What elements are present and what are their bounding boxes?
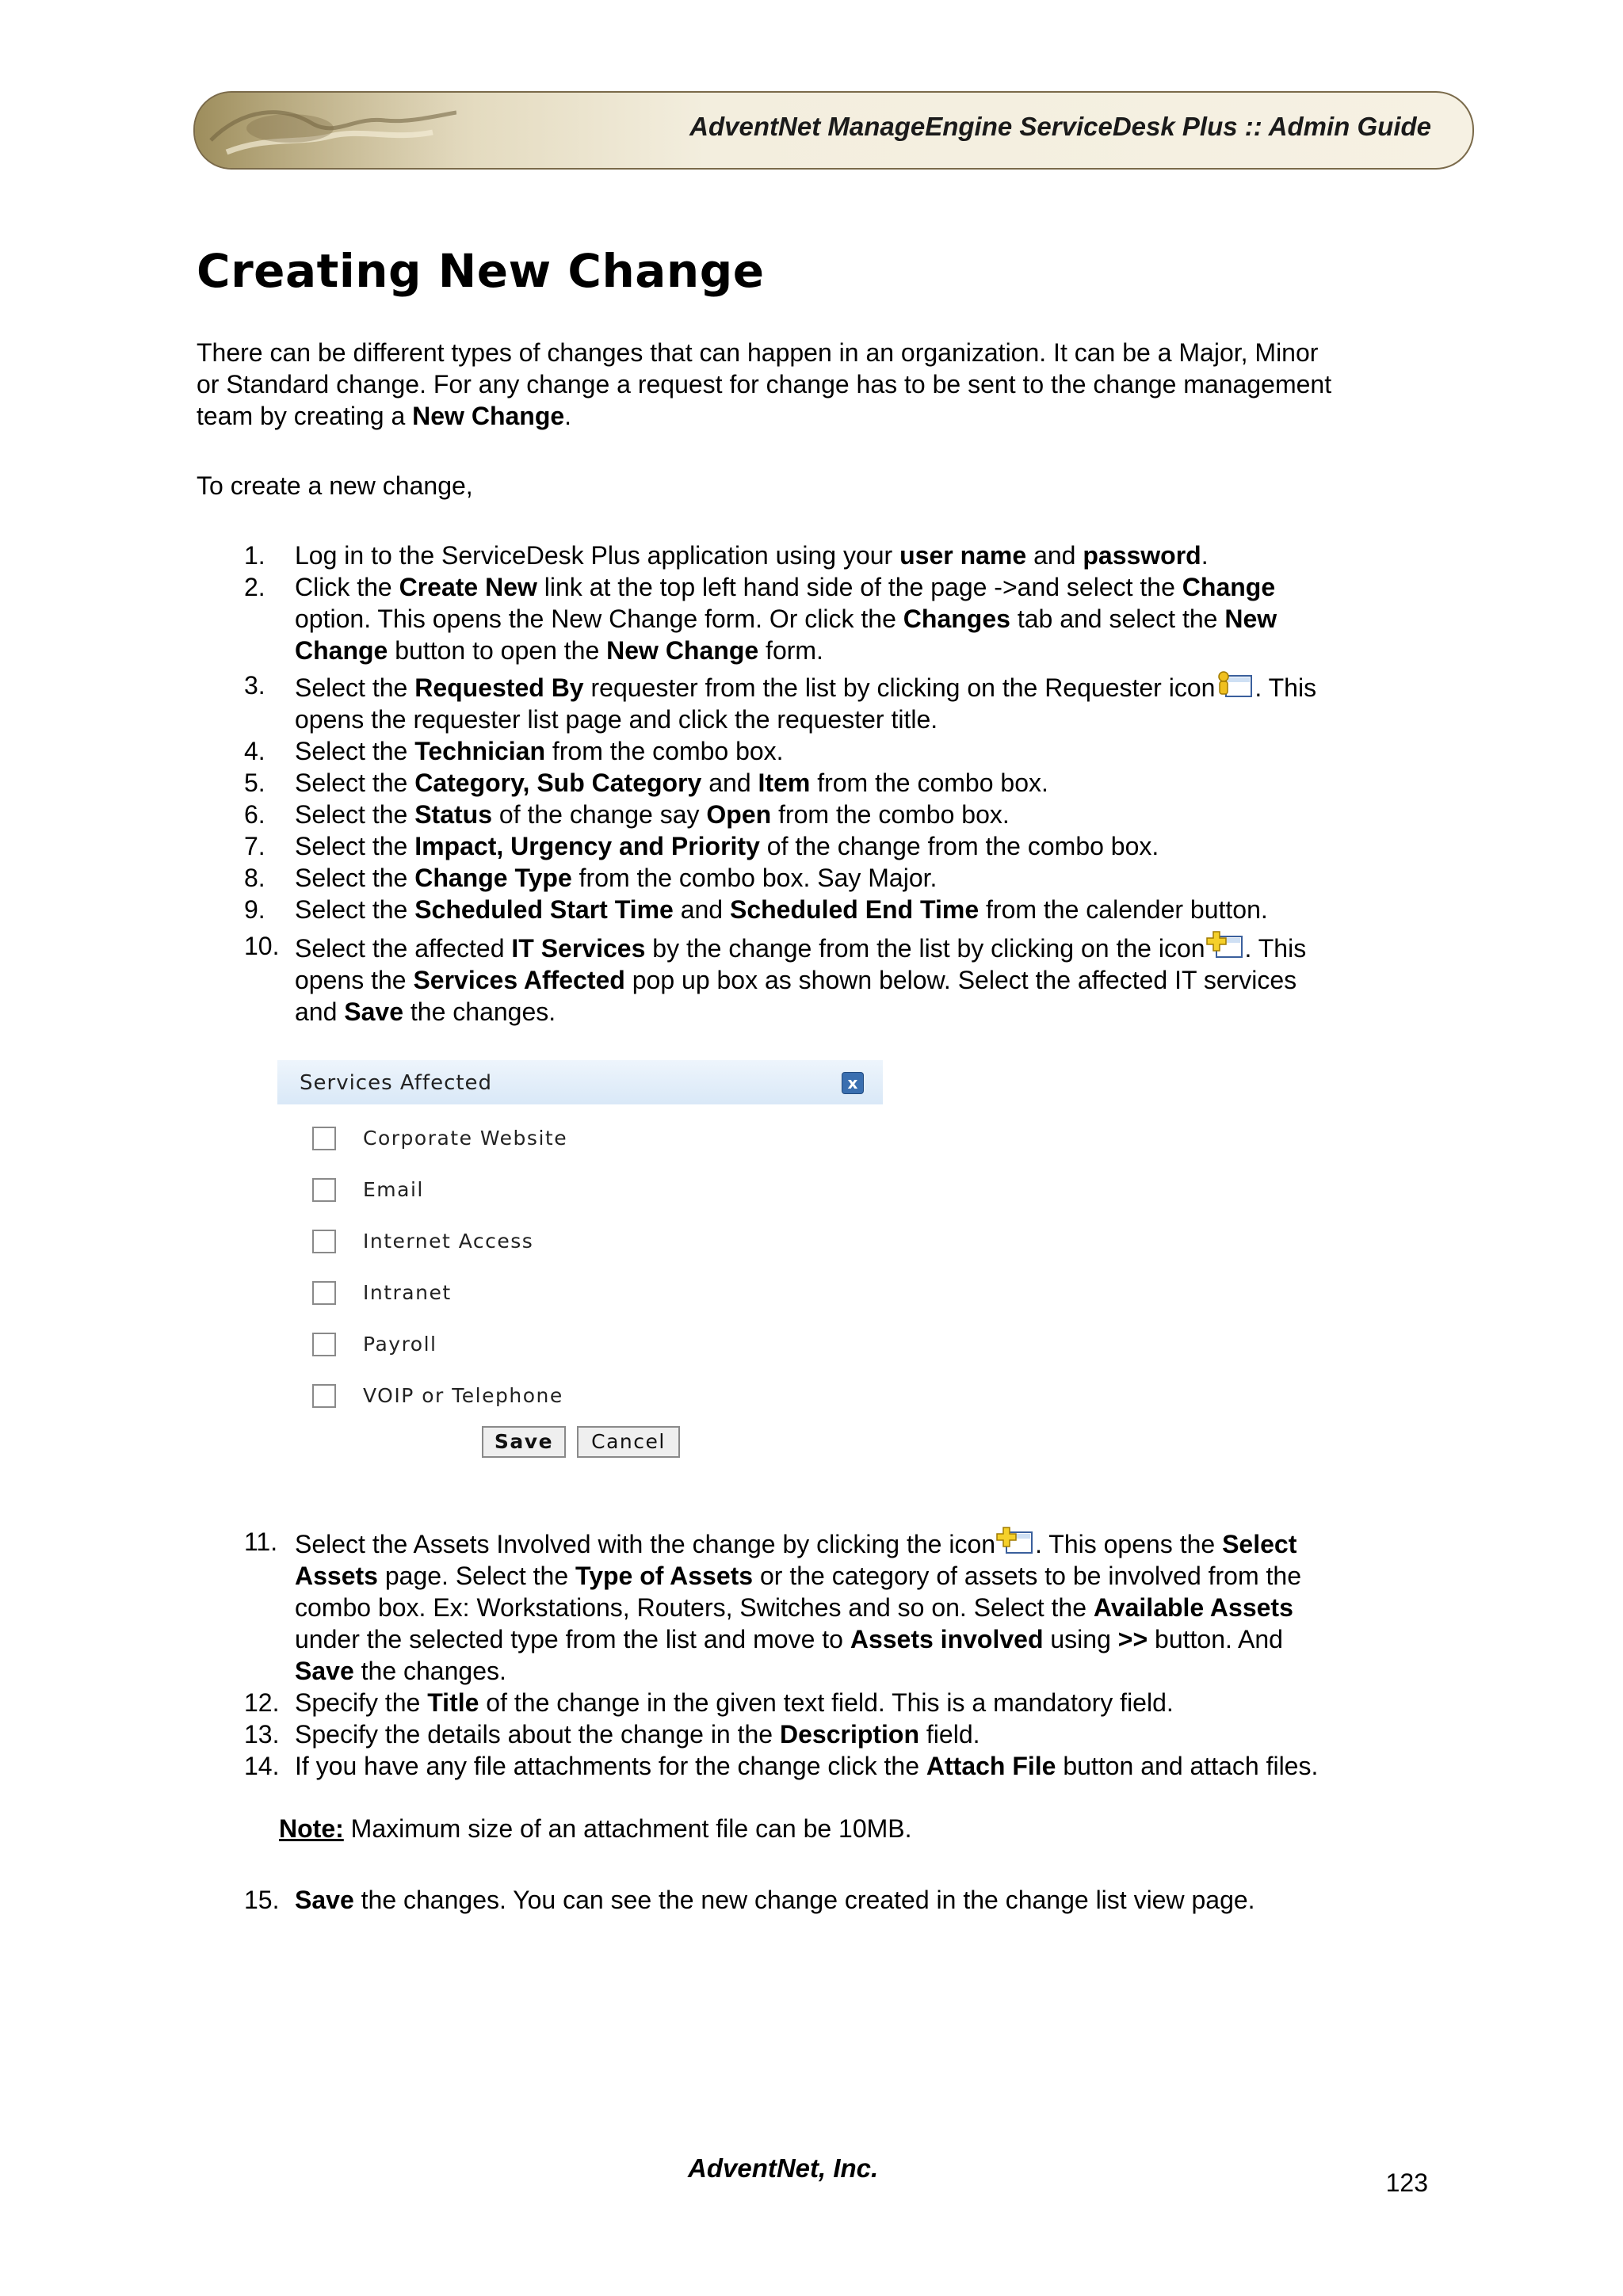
step-bold: Open <box>706 800 772 829</box>
step-bold: New Change <box>606 636 759 665</box>
cancel-button[interactable]: Cancel <box>577 1426 680 1458</box>
step-text: from the combo box. <box>771 800 1010 829</box>
step-text: of the change say <box>492 800 707 829</box>
intro-line-1: There can be different types of changes that can happen in an organization. It can be a Major, Minor <box>197 338 1319 367</box>
step-bold: Create New <box>399 573 537 601</box>
list-item <box>197 767 1449 799</box>
step-text: button and attach files. <box>1056 1752 1319 1780</box>
step-text: form. <box>758 636 823 665</box>
step-text: Select the <box>295 800 415 829</box>
steps-list-2 <box>197 1526 1449 1782</box>
step-text: option. This opens the New Change form. Or click the <box>295 605 903 633</box>
checkbox[interactable] <box>312 1333 336 1356</box>
step-bold: Select <box>1222 1530 1297 1558</box>
intro-period: . <box>564 402 572 430</box>
step-text: of the change from the combo box. <box>759 832 1159 860</box>
step-bold: IT Services <box>511 934 646 963</box>
list-item <box>197 540 1449 571</box>
option-label: Intranet <box>363 1281 452 1304</box>
step-bold: user name <box>899 541 1027 570</box>
step-number: 9. <box>244 895 265 924</box>
intro-bold-new-change: New Change <box>412 402 565 430</box>
step-text: and <box>701 769 758 797</box>
note-text: Maximum size of an attachment file can be 10MB. <box>343 1814 912 1843</box>
step-text: Select the <box>295 769 415 797</box>
step-text: using <box>1043 1625 1118 1653</box>
step-text: opens the requester list page and click the requester title. <box>295 705 938 734</box>
step-text: of the change in the given text field. This is a mandatory field. <box>479 1688 1174 1717</box>
step-bold: Change <box>295 636 388 665</box>
option-label: VOIP or Telephone <box>363 1384 563 1407</box>
step-text: under the selected type from the list and move to <box>295 1625 850 1653</box>
step-bold: Type of Assets <box>575 1562 754 1590</box>
note-label: Note: <box>279 1814 344 1843</box>
intro-line-3: team by creating a <box>197 402 413 430</box>
step-text: or the category of assets to be involved from the <box>753 1562 1301 1590</box>
close-icon[interactable]: x <box>842 1072 864 1094</box>
step-bold: Save <box>344 997 404 1026</box>
step-text: Click the <box>295 573 399 601</box>
step-number: 7. <box>244 832 265 860</box>
step-bold: New <box>1224 605 1277 633</box>
step-text: from the combo box. <box>544 737 784 765</box>
step-text: Select the <box>295 673 415 702</box>
step-number: 5. <box>244 769 265 797</box>
step-text: and <box>1026 541 1083 570</box>
list-item <box>197 1750 1449 1782</box>
step-text: . This <box>1244 934 1307 963</box>
step-text: requester from the list by clicking on the Requester icon <box>583 673 1216 702</box>
steps-list-3 <box>197 1884 1449 1916</box>
step-bold: Technician <box>414 737 545 765</box>
step-number: 11. <box>244 1527 278 1556</box>
step-text: from the combo box. <box>810 769 1048 797</box>
option-label: Corporate Website <box>363 1127 568 1150</box>
intro-line-2: or Standard change. For any change a request for change has to be sent to the change management <box>197 370 1332 399</box>
step-text: Select the <box>295 832 415 860</box>
step-bold: >> <box>1117 1625 1148 1653</box>
step-bold: Item <box>758 769 811 797</box>
step-bold: Available Assets <box>1093 1593 1293 1622</box>
option-label: Internet Access <box>363 1230 534 1253</box>
step-text: Select the <box>295 895 415 924</box>
list-item <box>197 571 1449 666</box>
checkbox[interactable] <box>312 1127 336 1150</box>
step-bold: Changes <box>903 605 1010 633</box>
checkbox[interactable] <box>312 1281 336 1305</box>
list-item <box>197 1526 1449 1687</box>
banner-decoration <box>195 93 456 168</box>
step-bold: Requested By <box>414 673 584 702</box>
step-bold: Assets involved <box>850 1625 1044 1653</box>
step-number: 1. <box>244 541 265 570</box>
save-button[interactable]: Save <box>482 1426 566 1458</box>
step-text: button. And <box>1148 1625 1283 1653</box>
step-bold: Category, Sub Category <box>414 769 702 797</box>
step-text: Log in to the ServiceDesk Plus application using your <box>295 541 900 570</box>
step-number: 10. <box>244 932 280 960</box>
step-text: combo box. Ex: Workstations, Routers, Switches and so on. Select the <box>295 1593 1094 1622</box>
page-number: 123 <box>1385 2168 1428 2197</box>
list-item <box>197 1884 1449 1916</box>
services-affected-dialog <box>277 1060 883 1480</box>
list-item <box>197 735 1449 767</box>
step-bold: Title <box>427 1688 479 1717</box>
step-bold: Save <box>295 1886 354 1914</box>
step-text: pop up box as shown below. Select the affected IT services <box>624 966 1297 994</box>
step-text: button to open the <box>388 636 607 665</box>
step-text: Select the affected <box>295 934 512 963</box>
step-number: 3. <box>244 671 265 700</box>
step-bold: Impact, Urgency and Priority <box>414 832 760 860</box>
step-number: 4. <box>244 737 265 765</box>
list-item <box>197 669 1449 735</box>
checkbox[interactable] <box>312 1230 336 1253</box>
list-item <box>197 862 1449 894</box>
step-number: 15. <box>244 1886 280 1914</box>
checkbox[interactable] <box>312 1384 336 1408</box>
steps-list-1 <box>197 540 1449 1028</box>
footer-company: AdventNet, Inc. <box>688 2153 879 2183</box>
requester-icon[interactable] <box>1215 669 1254 700</box>
step-text: . <box>1201 541 1209 570</box>
list-item <box>197 1687 1449 1718</box>
dialog-title: Services Affected <box>300 1071 493 1095</box>
step-number: 14. <box>244 1752 280 1780</box>
option-label: Payroll <box>363 1333 437 1356</box>
step-text: from the combo box. Say Major. <box>571 864 938 892</box>
step-text: field. <box>919 1720 980 1749</box>
step-bold: Scheduled End Time <box>729 895 980 924</box>
step-bold: Change <box>1182 573 1276 601</box>
step-text: tab and select the <box>1010 605 1225 633</box>
note <box>279 1814 912 1844</box>
step-text: the changes. You can see the new change created in the change list view page. <box>353 1886 1255 1914</box>
step-number: 6. <box>244 800 265 829</box>
step-bold: Status <box>414 800 492 829</box>
header-banner <box>193 91 1474 170</box>
step-bold: Save <box>295 1657 354 1685</box>
list-item <box>197 1718 1449 1750</box>
step-text: link at the top left hand side of the page ->and select the <box>537 573 1182 601</box>
step-bold: Services Affected <box>413 966 625 994</box>
step-text: . This opens the <box>1035 1530 1223 1558</box>
step-text: the changes. <box>353 1657 506 1685</box>
page-title: Creating New Change <box>197 244 765 298</box>
header-title: AdventNet ManageEngine ServiceDesk Plus :: Admin Guide <box>689 112 1431 141</box>
step-text: opens the <box>295 966 414 994</box>
step-text: from the calender button. <box>979 895 1268 924</box>
list-item <box>197 799 1449 830</box>
step-text: and <box>673 895 730 924</box>
step-text: Select the <box>295 737 415 765</box>
step-bold: Scheduled Start Time <box>414 895 674 924</box>
checkbox[interactable] <box>312 1178 336 1202</box>
dialog-header <box>277 1060 883 1104</box>
add-icon[interactable] <box>1205 930 1245 960</box>
option-label: Email <box>363 1178 424 1201</box>
step-bold: Assets <box>295 1562 378 1590</box>
list-item <box>197 930 1449 1028</box>
list-item <box>197 894 1449 925</box>
step-bold: password <box>1083 541 1201 570</box>
step-text: . This <box>1254 673 1317 702</box>
step-text: If you have any file attachments for the change click the <box>295 1752 926 1780</box>
step-number: 13. <box>244 1720 280 1749</box>
list-item <box>197 830 1449 862</box>
step-text: Select the <box>295 864 415 892</box>
intro-paragraph <box>197 337 1449 432</box>
step-text: and <box>295 997 345 1026</box>
lead-text: To create a new change, <box>197 471 473 500</box>
step-bold: Change Type <box>414 864 572 892</box>
step-bold: Attach File <box>926 1752 1056 1780</box>
step-number: 12. <box>244 1688 280 1717</box>
step-bold: Description <box>779 1720 920 1749</box>
step-text: page. Select the <box>377 1562 576 1590</box>
step-number: 2. <box>244 573 265 601</box>
add-icon[interactable] <box>995 1526 1035 1556</box>
step-text: the changes. <box>403 997 556 1026</box>
step-text: Select the Assets Involved with the change by clicking the icon <box>295 1530 996 1558</box>
step-number: 8. <box>244 864 265 892</box>
step-text: Specify the details about the change in the <box>295 1720 780 1749</box>
step-text: by the change from the list by clicking on the icon <box>645 934 1205 963</box>
step-text: Specify the <box>295 1688 428 1717</box>
